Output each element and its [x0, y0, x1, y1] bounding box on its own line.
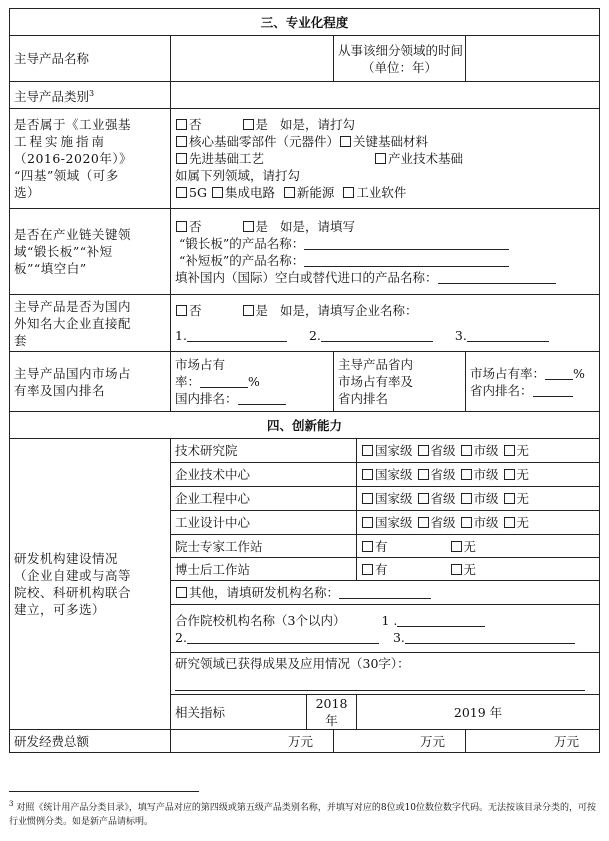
supplier-1-field[interactable]	[187, 329, 287, 342]
rd-expense-label: 研发经费总额	[10, 730, 171, 753]
four-base-options: 否 是 如是，请打勾 核心基础零部件（元器件） 关键基础材料 先进基础工艺 产业技术基础 如属下列领域，请打勾 5G 集成电路 新能源 工业软件	[171, 109, 600, 209]
chain-no-checkbox[interactable]	[176, 221, 187, 232]
level-national-checkbox[interactable]	[362, 445, 373, 456]
main-product-name-field[interactable]	[171, 36, 334, 82]
market-label: 主导产品国内市场占 有率及国内排名	[10, 352, 171, 412]
level-provincial-checkbox[interactable]	[418, 469, 429, 480]
indicators-label: 相关指标	[171, 695, 307, 730]
5g-checkbox[interactable]	[176, 187, 187, 198]
year-2019: 2019 年	[357, 695, 600, 730]
rd-expense-2020[interactable]: 万元	[466, 730, 600, 753]
provincial-label: 主导产品省内 市场占有率及 省内排名	[334, 352, 466, 412]
other-institute-field[interactable]	[339, 586, 431, 599]
section3-title: 三、专业化程度	[10, 9, 600, 36]
segment-time-field[interactable]	[466, 36, 600, 82]
academician-station-label: 院士专家工作站	[171, 535, 357, 558]
institute-name: 技术研究院	[171, 439, 357, 463]
academician-options: 有 无	[357, 535, 600, 558]
academician-none-checkbox[interactable]	[451, 541, 462, 552]
domestic-market-cell: 市场占有 率： % 国内排名：	[171, 352, 334, 412]
partner-institutes: 合作院校机构名称（3个以内） 1 . 2. 3.	[171, 605, 600, 653]
level-none-checkbox[interactable]	[504, 493, 515, 504]
chain-options: 否 是 如是，请填写 “锻长板”的产品名称： “补短板”的产品名称： 填补国内（国际）空白或替代进口的产品名称：	[171, 209, 600, 295]
postdoc-options: 有 无	[357, 558, 600, 581]
institute-levels: 国家级 省级 市级 无	[357, 439, 600, 463]
segment-time-label: 从事该细分领域的时间 （单位：年）	[334, 36, 466, 82]
footnote: $^3$ 对照《统计用产品分类目录》，填写产品对应的第四级或第五级产品类别名称，并填写对应的8位或10位数位数字代码。无法按该目录分类的，可按行业惯例分类。如是新产品请标明。	[9, 800, 597, 827]
fill-blank-field[interactable]	[438, 271, 556, 284]
domestic-rank-field[interactable]	[238, 392, 286, 405]
level-none-checkbox[interactable]	[504, 469, 515, 480]
key-material-checkbox[interactable]	[340, 136, 351, 147]
institute-name: 企业工程中心	[171, 487, 357, 511]
supplier-options: 否 是 如是，请填写企业名称： 1. 2. 3.	[171, 295, 600, 352]
long-board-field[interactable]	[304, 237, 509, 250]
provincial-market-cell: 市场占有率： % 省内排名：	[466, 352, 600, 412]
supplier-label: 主导产品是否为国内 外知名大企业直接配 套	[10, 295, 171, 352]
level-city-checkbox[interactable]	[461, 493, 472, 504]
new-energy-checkbox[interactable]	[284, 187, 295, 198]
level-national-checkbox[interactable]	[362, 493, 373, 504]
level-provincial-checkbox[interactable]	[418, 493, 429, 504]
section4-title: 四、创新能力	[10, 412, 600, 439]
academician-have-checkbox[interactable]	[362, 541, 373, 552]
tech-base-checkbox[interactable]	[375, 153, 386, 164]
partner-2-field[interactable]	[187, 631, 379, 644]
other-institute: 其他，请填研发机构名称：	[171, 581, 600, 605]
other-checkbox[interactable]	[176, 587, 187, 598]
postdoc-have-checkbox[interactable]	[362, 564, 373, 575]
software-checkbox[interactable]	[343, 187, 354, 198]
level-provincial-checkbox[interactable]	[418, 517, 429, 528]
footnote-rule	[9, 791, 199, 792]
level-none-checkbox[interactable]	[504, 445, 515, 456]
prov-share-field[interactable]	[545, 367, 573, 380]
supplier-3-field[interactable]	[467, 329, 549, 342]
short-board-field[interactable]	[304, 254, 509, 267]
level-provincial-checkbox[interactable]	[418, 445, 429, 456]
rd-expense-2019[interactable]: 万元	[334, 730, 466, 753]
level-city-checkbox[interactable]	[461, 469, 472, 480]
research-results-field[interactable]	[175, 678, 585, 691]
institute-name: 工业设计中心	[171, 511, 357, 535]
level-city-checkbox[interactable]	[461, 517, 472, 528]
chain-yes-checkbox[interactable]	[243, 221, 254, 232]
form-table	[9, 8, 600, 753]
level-national-checkbox[interactable]	[362, 517, 373, 528]
year-2018: 2018 年	[307, 695, 357, 730]
rd-expense-2018[interactable]: 万元	[171, 730, 334, 753]
four-base-label: 是否属于《工业强基 工程实施指南 （2016-2020年）》 “四基”领域（可多 选）	[10, 109, 171, 209]
research-results: 研究领域已获得成果及应用情况（30字）：	[171, 653, 600, 695]
process-checkbox[interactable]	[176, 153, 187, 164]
four-base-no-checkbox[interactable]	[176, 119, 187, 130]
partner-3-field[interactable]	[405, 631, 575, 644]
institute-name: 企业技术中心	[171, 463, 357, 487]
four-base-yes-checkbox[interactable]	[243, 119, 254, 130]
postdoc-none-checkbox[interactable]	[451, 564, 462, 575]
supplier-2-field[interactable]	[321, 329, 433, 342]
supplier-no-checkbox[interactable]	[176, 305, 187, 316]
institute-levels: 国家级 省级 市级 无	[357, 511, 600, 535]
postdoc-station-label: 博士后工作站	[171, 558, 357, 581]
level-national-checkbox[interactable]	[362, 469, 373, 480]
institute-levels: 国家级 省级 市级 无	[357, 463, 600, 487]
level-none-checkbox[interactable]	[504, 517, 515, 528]
institute-levels: 国家级 省级 市级 无	[357, 487, 600, 511]
rd-institute-label: 研发机构建设情况 （企业自建或与高等 院校、科研机构联合 建立，可多选）	[10, 439, 171, 730]
prov-rank-field[interactable]	[533, 384, 573, 397]
chain-label: 是否在产业链关键领 域“锻长板”“补短 板”“填空白”	[10, 209, 171, 295]
domestic-share-field[interactable]	[200, 375, 248, 388]
level-city-checkbox[interactable]	[461, 445, 472, 456]
main-product-category-label: 主导产品类别$^3$	[10, 82, 171, 109]
core-parts-checkbox[interactable]	[176, 136, 187, 147]
main-product-name-label: 主导产品名称	[10, 36, 171, 82]
main-product-category-field[interactable]	[171, 82, 600, 109]
ic-checkbox[interactable]	[212, 187, 223, 198]
partner-1-field[interactable]	[397, 614, 485, 627]
supplier-yes-checkbox[interactable]	[243, 305, 254, 316]
